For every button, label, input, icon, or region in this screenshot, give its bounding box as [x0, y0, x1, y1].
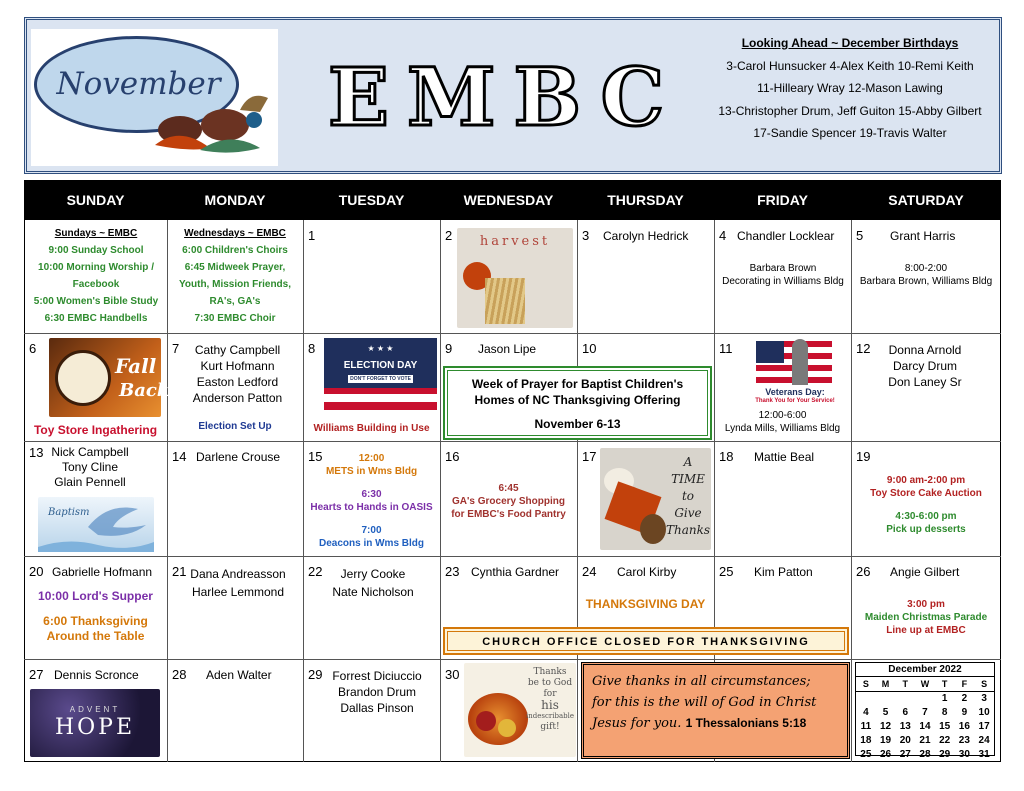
event-text: [303, 452, 440, 550]
harvest-image: [457, 228, 573, 328]
event-line: Maiden Christmas Parade: [864, 612, 988, 623]
mini-calendar-weekday: F: [955, 677, 975, 692]
prayer-line: Week of Prayer for Baptist Children's: [471, 377, 684, 391]
event-line: 8:00-2:00: [904, 263, 948, 274]
birthday-names: [870, 342, 980, 390]
mini-calendar-day: 9: [961, 707, 968, 718]
thanks-be-to-god-text: Thanks be to God for his indescribable gift!: [526, 667, 574, 732]
birthday-name: Aden Walter: [206, 668, 272, 682]
thanks-be-to-god-image: [464, 663, 576, 757]
event-line: Decorating in Williams Bldg: [722, 276, 844, 287]
mini-calendar-day: 16: [958, 721, 970, 732]
schedule-line: 6:30 EMBC Handbells: [44, 313, 148, 324]
prayer-dates: November 6-13: [534, 417, 621, 431]
mini-calendar-day: 15: [939, 721, 951, 732]
harvest-text: harvest: [479, 234, 551, 249]
date-number: 17: [582, 449, 597, 464]
mini-calendar-day: 17: [978, 721, 990, 732]
mini-calendar-weekday: W: [915, 677, 935, 692]
mini-calendar-day: 30: [958, 749, 970, 760]
birthday-name: Chandler Locklear: [737, 229, 835, 243]
date-number: 26: [856, 564, 871, 579]
date-number: 18: [719, 449, 734, 464]
birthday-name: Don Laney Sr: [888, 375, 962, 389]
birthday-name: Brandon Drum: [337, 685, 417, 699]
date-number: 14: [172, 449, 187, 464]
date-number: 5: [856, 228, 864, 243]
birthday-name: Tony Cline: [61, 460, 119, 474]
birthday-line: 17-Sandie Spencer 19-Travis Walter: [753, 126, 947, 140]
date-number: 20: [29, 564, 44, 579]
advent-hope-image: [30, 689, 160, 757]
mini-calendar-day: [895, 692, 915, 707]
date-number: 22: [308, 564, 323, 579]
sundays-schedule: [26, 225, 166, 327]
birthday-names: [318, 565, 428, 601]
birthday-name: Cynthia Gardner: [471, 565, 560, 579]
day-header-saturday: SATURDAY: [851, 180, 1001, 220]
mini-calendar-day: 21: [919, 735, 931, 746]
birthday-name: Angie Gilbert: [890, 565, 960, 579]
mini-calendar-week: [856, 706, 994, 720]
veterans-day-text: Veterans Day:: [765, 387, 825, 397]
event-line: 12:00: [358, 453, 385, 464]
date-number: 2: [445, 228, 453, 243]
day-header-sunday: SUNDAY: [24, 180, 167, 220]
mini-calendar-day: 7: [922, 707, 928, 718]
grid-line: [24, 659, 1001, 660]
mini-calendar-day: 3: [981, 693, 987, 704]
schedule-line: 6:00 Children's Choirs: [182, 245, 288, 256]
mini-calendar-weekday: T: [935, 677, 955, 692]
mini-calendar-table: [856, 677, 994, 762]
mini-calendar-week: [856, 692, 994, 707]
birthday-line: 11-Hilleary Wray 12-Mason Lawing: [757, 81, 943, 95]
grid-line: [577, 220, 578, 762]
mini-calendar-day: 23: [958, 735, 970, 746]
birthday-name: Gabrielle Hofmann: [52, 565, 153, 579]
mini-calendar-day: 18: [860, 735, 872, 746]
event-text: [24, 614, 167, 644]
birthday-name: Grant Harris: [890, 229, 956, 243]
mini-calendar-day: 5: [882, 707, 889, 718]
schedule-line: 5:00 Women's Bible Study: [33, 296, 159, 307]
birthday-name: Anderson Patton: [192, 391, 283, 405]
birthdays-heading: Looking Ahead ~ December Birthdays: [741, 36, 959, 50]
election-day-text: ELECTION DAY: [343, 360, 418, 371]
sundays-heading: Sundays ~ EMBC: [54, 228, 138, 239]
mini-calendar-day: 28: [919, 749, 931, 760]
date-number: 9: [445, 341, 453, 356]
wednesdays-schedule: [168, 225, 302, 327]
birthday-name: Easton Ledford: [196, 375, 279, 389]
date-number: 29: [308, 667, 323, 682]
baptism-image: [38, 497, 154, 552]
event-line: Barbara Brown, Williams Bldg: [859, 276, 993, 287]
mini-calendar-day: 2: [961, 693, 968, 704]
grid-line: [24, 556, 1001, 557]
birthday-name: Dana Andreasson: [190, 567, 286, 581]
day-header-thursday: THURSDAY: [577, 180, 714, 220]
event-line: 9:00 am-2:00 pm: [886, 475, 966, 486]
date-number: 15: [308, 449, 323, 464]
birthday-line: 13-Christopher Drum, Jeff Guiton 15-Abby Gilbert: [718, 103, 982, 118]
date-number: 3: [582, 228, 590, 243]
event-text: THANKSGIVING DAY: [585, 597, 706, 611]
day-header-friday: FRIDAY: [714, 180, 851, 220]
event-line: for EMBC's Food Pantry: [451, 509, 566, 520]
dove-icon: [38, 497, 154, 552]
birthday-name: Donna Arnold: [888, 343, 962, 357]
birthday-name: Nate Nicholson: [332, 585, 414, 599]
verse-text: [592, 671, 839, 734]
event-text: [851, 598, 1001, 637]
date-number: 23: [445, 564, 460, 579]
mini-calendar-weekday: M: [876, 677, 896, 692]
event-text: [852, 262, 1000, 288]
event-line: 6:45: [498, 483, 519, 494]
mini-calendar-day: 11: [860, 721, 872, 732]
date-number: 4: [719, 228, 727, 243]
hope-text: HOPE: [54, 715, 136, 740]
schedule-line: 10:00 Morning Worship /: [38, 262, 154, 273]
mini-calendar-weekday: T: [895, 677, 915, 692]
event-line: 3:00 pm: [907, 599, 945, 610]
event-text: Election Set Up: [198, 421, 272, 432]
grid-line: [24, 333, 1001, 334]
verse-reference: 1 Thessalonians 5:18: [685, 716, 807, 730]
date-number: 1: [308, 228, 316, 243]
mini-calendar-day: 14: [919, 721, 931, 732]
event-line: Around the Table: [46, 629, 145, 643]
date-number: 30: [445, 667, 460, 682]
page-title: EMBC: [328, 50, 683, 144]
event-line: Pick up desserts: [886, 524, 966, 535]
schedule-line: 6:45 Midweek Prayer,: [184, 262, 286, 273]
event-line: METS in Wms Bldg: [325, 466, 418, 477]
wednesdays-heading: Wednesdays ~ EMBC: [184, 228, 286, 239]
birthday-name: Harlee Lemmond: [191, 585, 285, 599]
event-line: 6:00 Thanksgiving: [43, 614, 148, 628]
date-number: 10: [582, 341, 597, 356]
schedule-line: RA's, GA's: [209, 296, 261, 307]
mini-calendar-day: 6: [902, 707, 909, 718]
birthday-name: Dallas Pinson: [340, 701, 414, 715]
mini-calendar-december: [855, 662, 995, 760]
event-line: 6:30: [361, 489, 382, 500]
birthday-name: Carolyn Hedrick: [603, 229, 689, 243]
birthday-name: Kurt Hofmann: [200, 359, 275, 373]
vote-text: DON'T FORGET TO VOTE: [348, 375, 413, 383]
mini-calendar-day: [856, 692, 876, 707]
mini-calendar-day: 25: [860, 749, 872, 760]
birthday-names: [40, 445, 140, 490]
birthday-name: Forrest Diciuccio: [332, 669, 422, 683]
event-text: Toy Store Ingathering: [33, 423, 158, 437]
prayer-line: Homes of NC Thanksgiving Offering: [474, 393, 681, 407]
birthday-name: Cathy Campbell: [194, 343, 281, 357]
mini-calendar-day: 26: [879, 749, 892, 760]
veterans-thanks-text: Thank You for Your Service!: [755, 398, 835, 404]
date-number: 24: [582, 564, 597, 579]
date-number: 27: [29, 667, 44, 682]
day-header-wednesday: WEDNESDAY: [440, 180, 577, 220]
birthday-line: 3-Carol Hunsucker 4-Alex Keith 10-Remi Keith: [726, 58, 974, 73]
fall-text: Fall: [115, 354, 157, 378]
event-line: 4:30-6:00 pm: [895, 511, 957, 522]
mini-calendar-day: 10: [978, 707, 990, 718]
verse-line: for this is the will of God in Christ: [592, 695, 817, 710]
event-line: GA's Grocery Shopping: [452, 496, 565, 507]
mini-calendar-title: December 2022: [856, 663, 994, 677]
mini-calendar-day: 20: [899, 735, 911, 746]
mini-calendar-week: [856, 720, 994, 734]
date-number: 7: [172, 341, 180, 356]
mini-calendar-day: 22: [939, 735, 951, 746]
birthday-name: Darcy Drum: [892, 359, 957, 373]
birthday-name: Dennis Scronce: [54, 668, 139, 682]
birthday-name: Jerry Cooke: [340, 567, 406, 581]
date-number: 6: [29, 341, 37, 356]
mini-calendar-week: [856, 748, 994, 762]
grid-line: [24, 441, 1001, 442]
advent-text: ADVENT: [69, 705, 121, 714]
birthday-name: Nick Campbell: [51, 445, 129, 459]
birthday-name: Carol Kirby: [617, 565, 677, 579]
day-header-monday: MONDAY: [167, 180, 303, 220]
birthday-names: [322, 668, 432, 716]
fall-back-image: [49, 338, 170, 417]
birthday-name: Jason Lipe: [478, 342, 537, 356]
date-number: 21: [172, 564, 187, 579]
event-line: Line up at EMBC: [886, 625, 966, 636]
mini-calendar-day: 1: [941, 693, 948, 704]
event-text: [440, 482, 577, 521]
back-text: Back: [119, 380, 170, 401]
give-thanks-image: [600, 448, 711, 550]
schedule-line: Youth, Mission Friends,: [178, 279, 292, 290]
schedule-line: 9:00 Sunday School: [48, 245, 144, 256]
birthday-names: [180, 342, 295, 406]
mini-calendar-day: 4: [863, 707, 869, 718]
mini-calendar-day: 13: [899, 721, 911, 732]
mini-calendar-day: 31: [978, 749, 990, 760]
schedule-line: 7:30 EMBC Choir: [194, 313, 276, 324]
event-text: 10:00 Lord's Supper: [38, 589, 153, 603]
mini-calendar-day: 12: [879, 721, 892, 732]
office-closed-banner: [443, 627, 849, 655]
mini-calendar-weekday: S: [856, 677, 876, 692]
event-line: Toy Store Cake Auction: [870, 488, 982, 499]
election-day-image: ★ ★ ★ ELECTION DAY DON'T FORGET TO VOTE: [324, 338, 437, 418]
date-number: 8: [308, 341, 316, 356]
november-word: November: [56, 66, 221, 102]
time-to-give-thanks-text: A TIME to Give Thanks: [666, 455, 711, 537]
mini-calendar-day: 29: [939, 749, 951, 760]
leaves-bird-illustration: [150, 90, 275, 160]
birthday-names: [182, 565, 294, 601]
office-closed-text: CHURCH OFFICE CLOSED FOR THANKSGIVING: [447, 631, 845, 651]
verse-line: Give thanks in all circumstances;: [592, 674, 811, 689]
event-line: Hearts to Hands in OASIS: [310, 502, 433, 513]
date-number: 16: [445, 449, 460, 464]
event-text: [851, 474, 1001, 536]
mini-calendar-weekday: S: [974, 677, 994, 692]
mini-calendar-week: [856, 734, 994, 748]
date-number: 28: [172, 667, 187, 682]
event-line: 7:00: [361, 525, 382, 536]
event-line: 12:00-6:00: [758, 410, 807, 421]
verse-box: [581, 662, 850, 759]
mini-calendar-day: 19: [879, 735, 892, 746]
baptism-text: Baptism: [48, 507, 90, 518]
date-number: 13: [29, 445, 44, 460]
mini-calendar-day: [876, 692, 896, 707]
veterans-day-image: [740, 337, 850, 407]
week-of-prayer-box: [443, 366, 712, 440]
mini-calendar-day: [915, 692, 935, 707]
date-number: 11: [719, 341, 733, 356]
event-line: Deacons in Wms Bldg: [318, 538, 424, 549]
schedule-line: Facebook: [72, 279, 120, 290]
verse-line: Jesus for you.: [592, 716, 682, 731]
birthday-name: Glain Pennell: [54, 475, 126, 489]
event-text: [715, 262, 851, 288]
event-text: [714, 409, 851, 435]
date-number: 19: [856, 449, 871, 464]
birthday-name: Kim Patton: [754, 565, 813, 579]
date-number: 25: [719, 564, 734, 579]
event-text: Williams Building in Use: [313, 423, 430, 434]
birthdays-panel: [708, 32, 992, 145]
mini-calendar-day: 27: [899, 749, 911, 760]
event-line: Barbara Brown: [749, 263, 817, 274]
day-header-tuesday: TUESDAY: [303, 180, 440, 220]
mini-calendar-day: 24: [978, 735, 990, 746]
date-number: 12: [856, 341, 871, 356]
birthday-name: Mattie Beal: [754, 450, 815, 464]
mini-calendar-day: 8: [941, 707, 948, 718]
event-line: Lynda Mills, Williams Bldg: [724, 423, 841, 434]
birthday-name: Darlene Crouse: [196, 450, 281, 464]
